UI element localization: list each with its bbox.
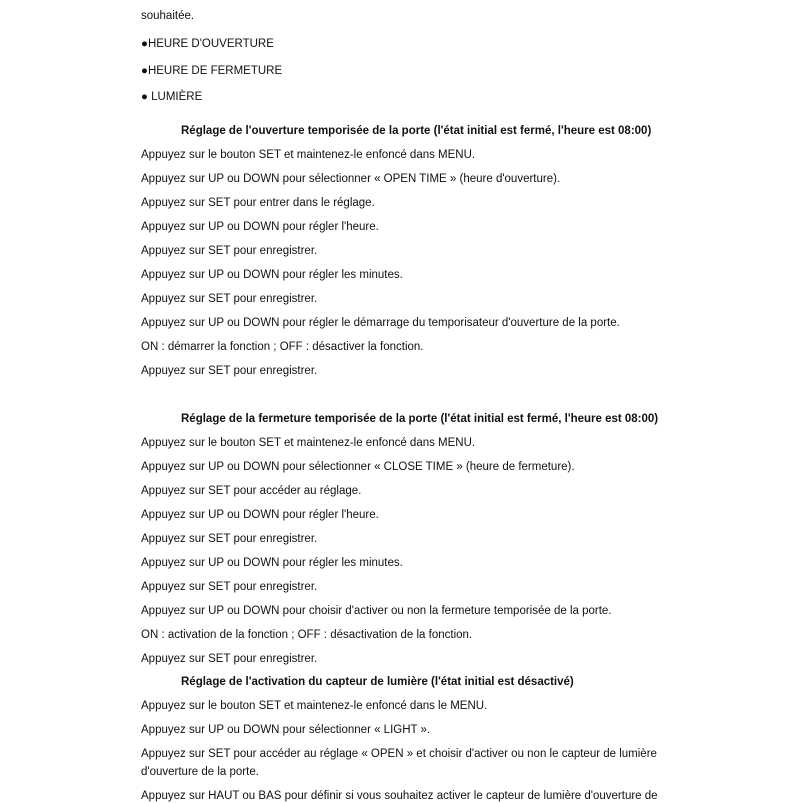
intro-fragment: souhaitée. — [141, 10, 195, 22]
heading-closing-time: Réglage de la fermeture temporisée de la porte (l'état initial est fermé, l'heure est 08:00) — [181, 413, 659, 425]
option-closing-time: ●HEURE DE FERMETURE — [141, 65, 283, 77]
open-step-4: Appuyez sur UP ou DOWN pour régler l'heure. — [141, 221, 379, 233]
close-step-9: ON : activation de la fonction ; OFF : désactivation de la fonction. — [141, 629, 473, 641]
open-step-7: Appuyez sur SET pour enregistrer. — [141, 293, 318, 305]
open-step-10: Appuyez sur SET pour enregistrer. — [141, 365, 318, 377]
close-step-8: Appuyez sur UP ou DOWN pour choisir d'activer ou non la fermeture temporisée de la porte. — [141, 605, 612, 617]
open-step-6: Appuyez sur UP ou DOWN pour régler les minutes. — [141, 269, 403, 281]
light-step-3: Appuyez sur SET pour accéder au réglage « OPEN » et choisir d'activer ou non le capteur de lumière d'ouverture de la porte. — [141, 748, 657, 778]
light-step-1: Appuyez sur le bouton SET et maintenez-le enfoncé dans le MENU. — [141, 700, 488, 712]
close-step-10: Appuyez sur SET pour enregistrer. — [141, 653, 318, 665]
open-step-8: Appuyez sur UP ou DOWN pour régler le démarrage du temporisateur d'ouverture de la porte. — [141, 317, 620, 329]
open-step-9: ON : démarrer la fonction ; OFF : désactiver la fonction. — [141, 341, 424, 353]
heading-opening-time: Réglage de l'ouverture temporisée de la porte (l'état initial est fermé, l'heure est 08:00) — [181, 125, 652, 137]
close-step-3: Appuyez sur SET pour accéder au réglage. — [141, 485, 362, 497]
light-step-2: Appuyez sur UP ou DOWN pour sélectionner « LIGHT ». — [141, 724, 431, 736]
heading-light-sensor: Réglage de l'activation du capteur de lumière (l'état initial est désactivé) — [181, 676, 574, 688]
open-step-3: Appuyez sur SET pour entrer dans le réglage. — [141, 197, 375, 209]
option-opening-time: ●HEURE D'OUVERTURE — [141, 38, 274, 50]
open-step-2: Appuyez sur UP ou DOWN pour sélectionner « OPEN TIME » (heure d'ouverture). — [141, 173, 561, 185]
close-step-7: Appuyez sur SET pour enregistrer. — [141, 581, 318, 593]
close-step-4: Appuyez sur UP ou DOWN pour régler l'heure. — [141, 509, 379, 521]
light-step-4: Appuyez sur HAUT ou BAS pour définir si vous souhaitez activer le capteur de lumière d'ouverture de — [141, 790, 658, 802]
option-light: ● LUMIÈRE — [141, 91, 203, 103]
close-step-1: Appuyez sur le bouton SET et maintenez-le enfoncé dans MENU. — [141, 437, 476, 449]
open-step-1: Appuyez sur le bouton SET et maintenez-le enfoncé dans MENU. — [141, 149, 476, 161]
close-step-2: Appuyez sur UP ou DOWN pour sélectionner « CLOSE TIME » (heure de fermeture). — [141, 461, 575, 473]
close-step-5: Appuyez sur SET pour enregistrer. — [141, 533, 318, 545]
close-step-6: Appuyez sur UP ou DOWN pour régler les minutes. — [141, 557, 403, 569]
open-step-5: Appuyez sur SET pour enregistrer. — [141, 245, 318, 257]
